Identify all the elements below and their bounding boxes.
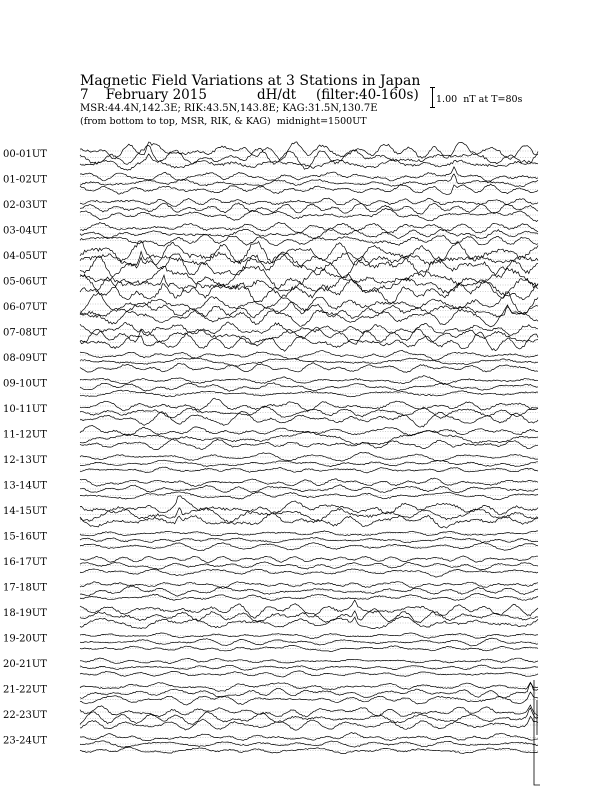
- trace-line: [80, 741, 538, 748]
- trace-line: [80, 222, 538, 233]
- hour-label: 08-09UT: [3, 353, 47, 364]
- trace-line: [80, 241, 538, 265]
- hour-label: 15-16UT: [3, 531, 47, 543]
- hour-label: 20-21UT: [3, 659, 47, 670]
- trace-line: [80, 492, 538, 500]
- trace-line: [80, 543, 538, 551]
- hour-label: 23-24UT: [3, 735, 47, 747]
- hour-label: 13-14UT: [3, 480, 47, 492]
- trace-line: [80, 485, 538, 493]
- trace-line: [80, 460, 538, 467]
- hour-label: 18-19UT: [3, 608, 47, 619]
- hour-row: [3, 556, 538, 577]
- trace-line: [80, 305, 538, 327]
- hour-row: [3, 398, 538, 427]
- hour-row: [3, 733, 538, 754]
- hour-label: 16-17UT: [3, 557, 47, 568]
- hour-label: 05-06UT: [3, 276, 47, 288]
- hour-label: 06-07UT: [3, 302, 47, 313]
- hour-label: 21-22UT: [3, 684, 47, 696]
- hour-row: [3, 531, 538, 551]
- hour-row: [3, 198, 538, 221]
- hour-row: [3, 322, 538, 351]
- trace-line: [80, 658, 538, 664]
- hour-row: [3, 600, 538, 629]
- trace-line: [80, 363, 538, 373]
- trace-line: [80, 496, 538, 515]
- trace-line: [80, 431, 538, 445]
- trace-line: [80, 537, 538, 543]
- hour-label: 03-04UT: [3, 225, 47, 237]
- trace-line: [80, 358, 538, 366]
- filter-label: (filter:40-160s): [316, 87, 419, 103]
- trace-line: [80, 376, 538, 385]
- hour-label: 14-15UT: [3, 506, 47, 517]
- chart-date: 7 February 2015: [80, 87, 207, 103]
- trace-line: [80, 406, 538, 418]
- trace-line: [80, 562, 538, 570]
- hour-row: [3, 167, 538, 195]
- hour-label: 04-05UT: [3, 251, 47, 262]
- trace-line: [80, 733, 538, 741]
- hour-row: [3, 582, 538, 601]
- hour-row: [3, 496, 538, 528]
- trace-line: [80, 671, 538, 677]
- hour-label: 22-23UT: [3, 710, 47, 721]
- hour-label: 07-08UT: [3, 327, 47, 339]
- hour-row: [3, 682, 538, 705]
- trace-line: [80, 594, 538, 601]
- trace-line: [80, 327, 538, 344]
- station-order-note: (from bottom to top, MSR, RIK, & KAG) midnight=1500UT: [80, 116, 367, 127]
- trace-line: [80, 467, 538, 473]
- trace-line: [80, 616, 538, 628]
- trace-line: [80, 142, 538, 161]
- hour-label: 19-20UT: [3, 633, 47, 645]
- trace-line: [80, 569, 538, 577]
- trace-line: [80, 556, 538, 563]
- trace-line: [80, 638, 538, 646]
- hour-row: [3, 267, 538, 304]
- trace-line: [80, 350, 538, 360]
- trace-line: [80, 646, 538, 652]
- trace-line: [80, 167, 538, 181]
- hour-row: [3, 350, 538, 372]
- trace-line: [80, 425, 538, 435]
- trace-line: [80, 478, 538, 486]
- hour-row: [3, 241, 538, 278]
- hour-label: 01-02UT: [3, 174, 47, 186]
- trace-line: [80, 208, 538, 221]
- station-coordinates: MSR:44.4N,142.3E; RIK:43.5N,143.8E; KAG:31.5N,130.7E: [80, 103, 378, 114]
- trace-line: [80, 665, 538, 670]
- trace-line: [80, 452, 538, 461]
- quantity-label: dH/dt: [257, 87, 297, 103]
- hour-label: 17-18UT: [3, 582, 47, 594]
- trace-line: [80, 682, 538, 691]
- trace-line: [80, 184, 538, 194]
- trace-line: [80, 633, 538, 639]
- trace-line: [80, 398, 538, 411]
- hour-row: [3, 142, 538, 170]
- trace-line: [80, 747, 538, 754]
- trace-line: [80, 235, 538, 246]
- trace-line: [80, 586, 538, 596]
- hour-label: 11-12UT: [3, 429, 47, 441]
- trace-line: [80, 280, 538, 304]
- hour-row: [3, 478, 538, 500]
- hour-row: [3, 705, 538, 730]
- hour-label: 12-13UT: [3, 455, 47, 466]
- hour-row: [3, 376, 538, 397]
- hour-label: 10-11UT: [3, 404, 47, 415]
- trace-line: [80, 582, 538, 589]
- trace-line: [80, 513, 538, 528]
- chart-title: Magnetic Field Variations at 3 Stations in Japan: [80, 73, 421, 89]
- trace-line: [80, 322, 538, 336]
- trace-line: [80, 411, 538, 427]
- hour-row: [3, 658, 538, 677]
- trace-line: [80, 609, 538, 623]
- hour-row: [3, 452, 538, 473]
- trace-line: [80, 531, 538, 536]
- hour-label: 09-10UT: [3, 378, 47, 390]
- hour-row: [3, 425, 538, 449]
- trace-overflow-line: [534, 680, 540, 785]
- trace-line: [80, 292, 538, 314]
- scale-label: 1.00 nT at T=80s: [436, 94, 523, 105]
- hour-row: [3, 633, 538, 652]
- trace-line: [80, 708, 538, 724]
- trace-line: [80, 383, 538, 392]
- hour-label: 00-01UT: [3, 149, 47, 160]
- hour-row: [3, 222, 538, 246]
- hour-row: [3, 292, 538, 327]
- hour-label: 02-03UT: [3, 200, 47, 211]
- trace-line: [80, 683, 538, 698]
